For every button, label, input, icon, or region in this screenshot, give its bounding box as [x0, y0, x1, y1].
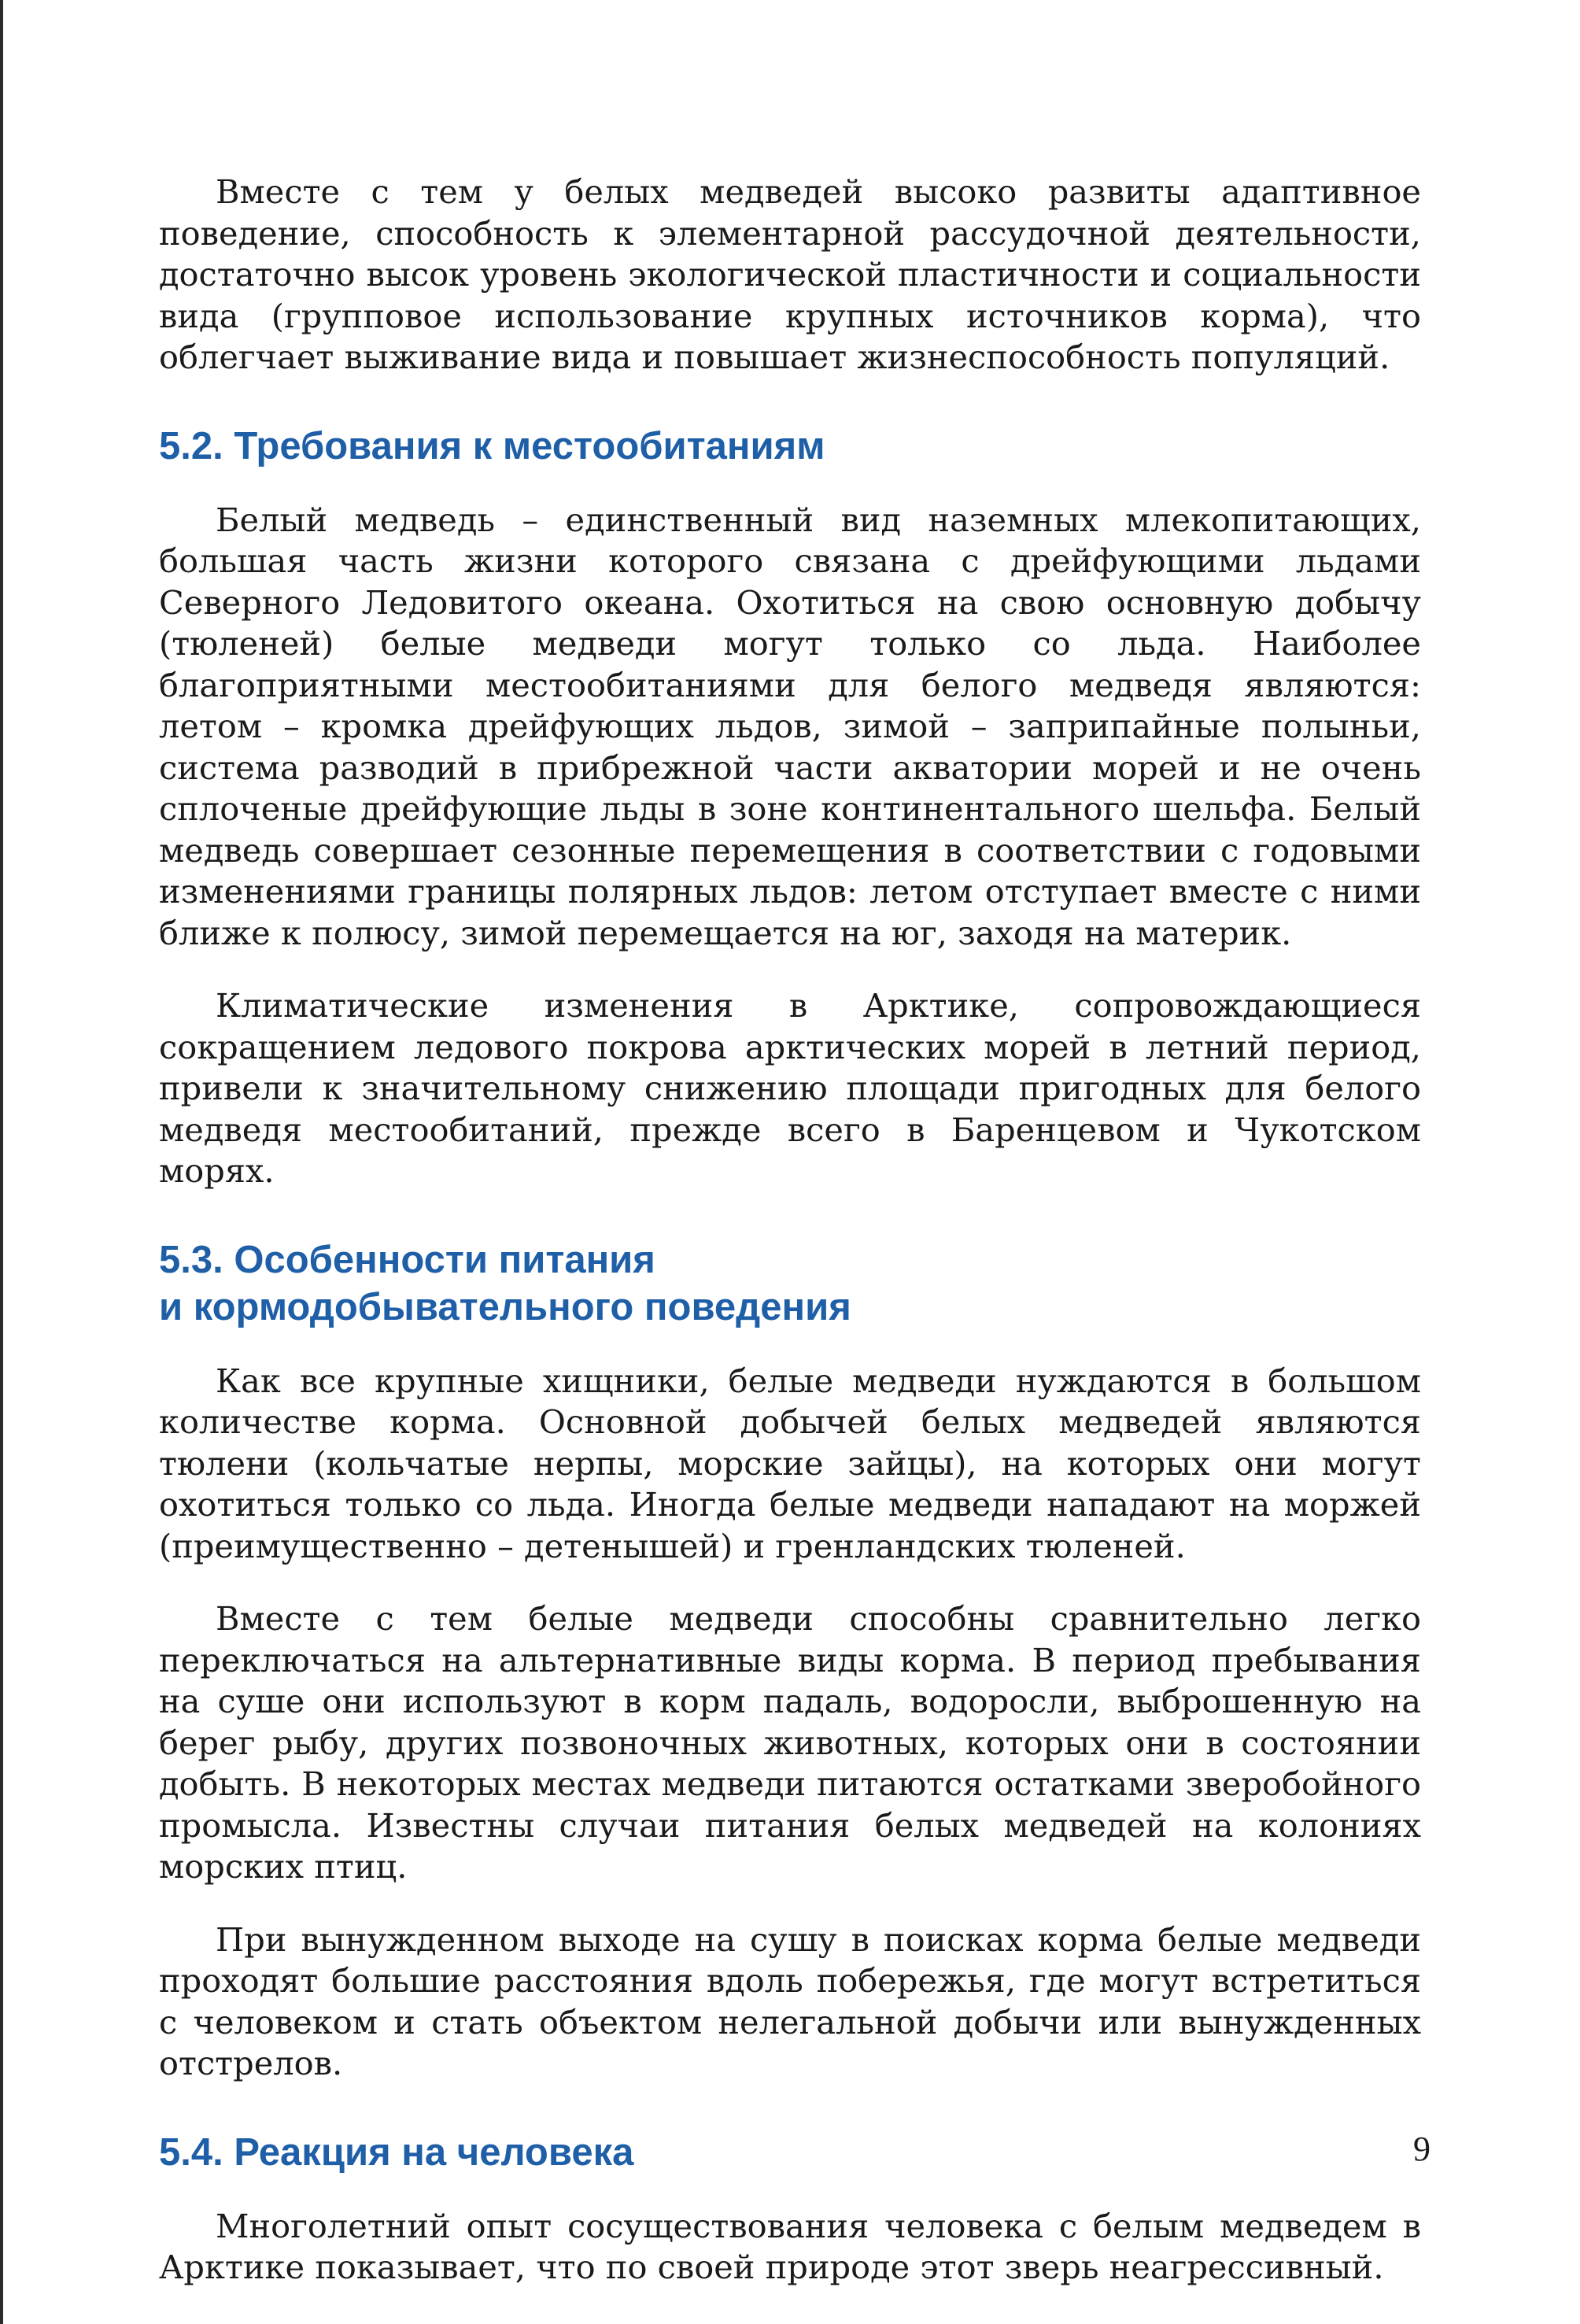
paragraph-5-2-1: Белый медведь – единственный вид наземных млекопитающих, большая часть жизни которого связана с дрейфующими льдами Северного Ледовитого океана. Охотиться на свою основную добычу (тюленей) белые медведи могут только со льда. Наиболее благоприятными местообитаниями для белого медведя являются: летом – кромка дрейфующих льдов, зимой – заприпайные полыньи, система разводий в прибрежной части акватории морей и не очень сплоченые дрейфующие льды в зоне континентального шельфа. Белый медведь совершает сезонные перемещения в соответствии с годовыми изменениями границы полярных льдов: летом отступает вместе с ними ближе к полюсу, зимой перемещается на юг, заходя на материк. [159, 500, 1421, 952]
page-body [159, 172, 1421, 2289]
paragraph-5-3-3: При вынужденном выходе на сушу в поисках корма белые медведи проходят большие расстояния вдоль побережья, где могут встретиться с человеком и стать объектом нелегальной добычи или вынужденных отстрелов. [159, 1919, 1421, 2082]
paragraph-5-3-1: Как все крупные хищники, белые медведи нуждаются в большом количестве корма. Основной добычей белых медведей являются тюлени (кольчатые нерпы, морские зайцы), на которых они могут охотиться только со льда. Иногда белые медведи нападают на моржей (преимущественно – детенышей) и гренландских тюленей. [159, 1361, 1421, 1565]
page-edge-line [0, 0, 3, 2324]
paragraph-5-4-1: Многолетний опыт сосуществования человека с белым медведем в Арктике показывает, что по своей природе этот зверь неагрессивный. [159, 2206, 1421, 2286]
section-heading-5-3-line2: и кормодобывательного поведения [159, 1285, 851, 1328]
section-heading-5-3 [159, 1236, 1421, 1331]
page-number: 9 [1413, 2130, 1430, 2168]
paragraph-5-2-2: Климатические изменения в Арктике, сопровождающиеся сокращением ледового покрова арктических морей в летний период, привели к значительному снижению площади пригодных для белого медведя местообитаний, прежде всего в Баренцевом и Чукотском морях. [159, 986, 1421, 1190]
paragraph-intro: Вместе с тем у белых медведей высоко развиты адаптивное поведение, способность к элементарной рассудочной деятельности, достаточно высок уровень экологической пластичности и социальности вида (групповое использование крупных источников корма), что облегчает выживание вида и повышает жизнеспособность популяций. [159, 172, 1421, 376]
section-heading-5-3-line1: 5.3. Особенности питания [159, 1238, 655, 1281]
paragraph-5-3-2: Вместе с тем белые медведи способны сравнительно легко переключаться на альтернативные виды корма. В период пребывания на суше они используют в корм падаль, водоросли, выброшенную на берег рыбу, других позвоночных животных, которых они в состоянии добыть. В некоторых местах медведи питаются остатками зверобойного промысла. Известны случаи питания белых медведей на колониях морских птиц. [159, 1599, 1421, 1886]
section-heading-5-4: 5.4. Реакция на человека [159, 2130, 634, 2174]
section-heading-5-2: 5.2. Требования к местообитаниям [159, 424, 825, 467]
